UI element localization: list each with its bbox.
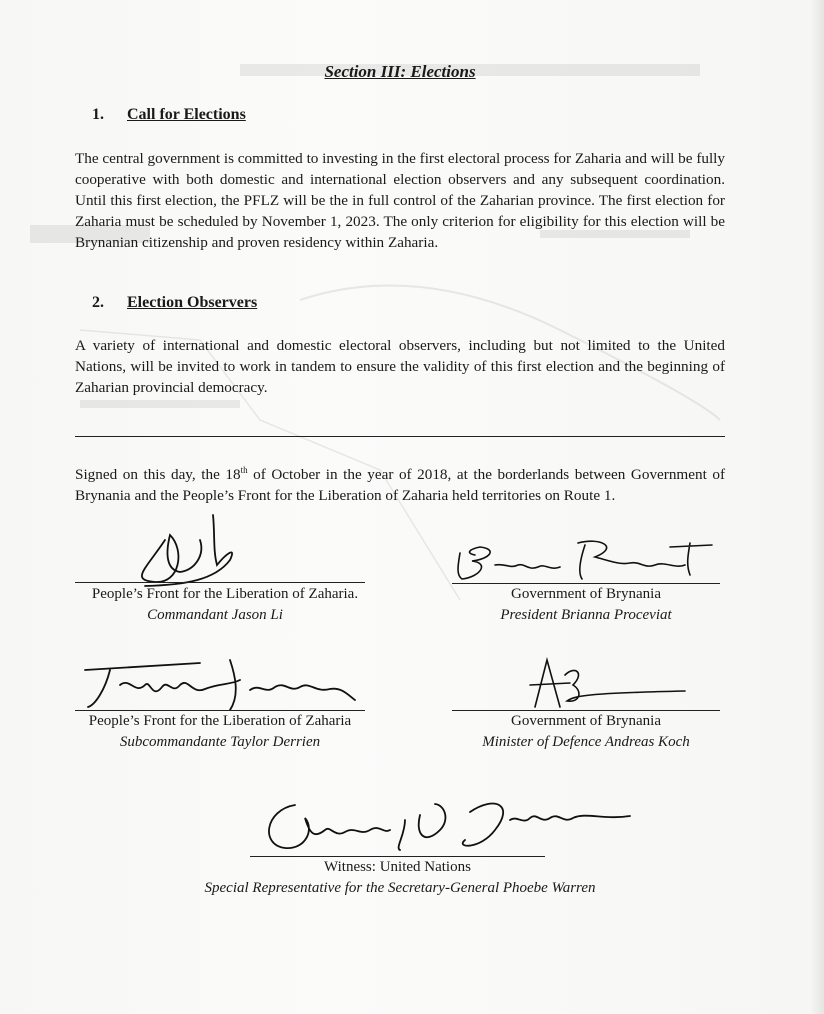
signature-jason-li [125,510,245,590]
signature-line [75,582,365,583]
signatory-party: Witness: United Nations [324,859,471,875]
signatory-party: People’s Front for the Liberation of Zaharia [88,713,352,729]
signature-brianna-proceviat [450,535,720,585]
heading-title: Election Observers [127,294,258,311]
signatory-party: Government of Brynania [511,713,661,729]
day-ordinal-suffix: th [240,465,248,475]
heading-number: 1. [92,106,104,123]
horizontal-rule [75,436,725,437]
signing-statement [75,460,725,506]
signature-line [75,710,365,711]
signatory-name: Subcommandante Taylor Derrien [119,734,321,750]
section-title: Section III: Elections [324,62,476,81]
signature-line [452,583,720,584]
signatory-party: People’s Front for the Liberation of Zaharia. [91,586,359,602]
signature-taylor-derrien [80,655,360,715]
signatory-name: Commandant Jason Li [147,607,283,623]
paragraph-call-for-elections: The central government is committed to investing in the first electoral process for Zaharia and will be fully cooperative with both domestic and international election observers and any subsequent coordination. Until this first election, the PFLZ will be the in full control of the Zaharian province. The first election for Zaharia must be scheduled by November 1, 2023. The only criterion for eligibility for this election will be Brynanian citizenship and proven residency within Zaharia. [75,150,725,251]
signatory-name: Minister of Defence Andreas Koch [482,734,690,750]
paragraph-election-observers: A variety of international and domestic electoral observers, including but not limited to the United Nations, will be invited to work in tandem to ensure the validity of this first election and the beginning of Zaharian provincial democracy. [75,337,725,396]
signature-line [250,856,545,857]
signing-text-start: Signed on this day, the 18 [75,466,241,484]
signatory-name: Special Representative for the Secretary-General Phoebe Warren [204,880,596,896]
signatory-party: Government of Brynania [511,586,661,602]
heading-number: 2. [92,294,104,311]
heading-call-for-elections [92,106,246,124]
signature-line [452,710,720,711]
signature-andreas-koch [505,655,695,715]
signature-phoebe-warren [255,790,635,860]
page-edge-shadow [810,0,824,1014]
signatory-name: President Brianna Proceviat [500,607,672,623]
heading-title: Call for Elections [127,106,246,123]
signing-text-end: of October in the year of 2018, at the borderlands between Government of Brynania and the People’s Front for the Liberation of Zaharia held territories on Route 1. [75,466,725,505]
heading-election-observers [92,294,257,312]
